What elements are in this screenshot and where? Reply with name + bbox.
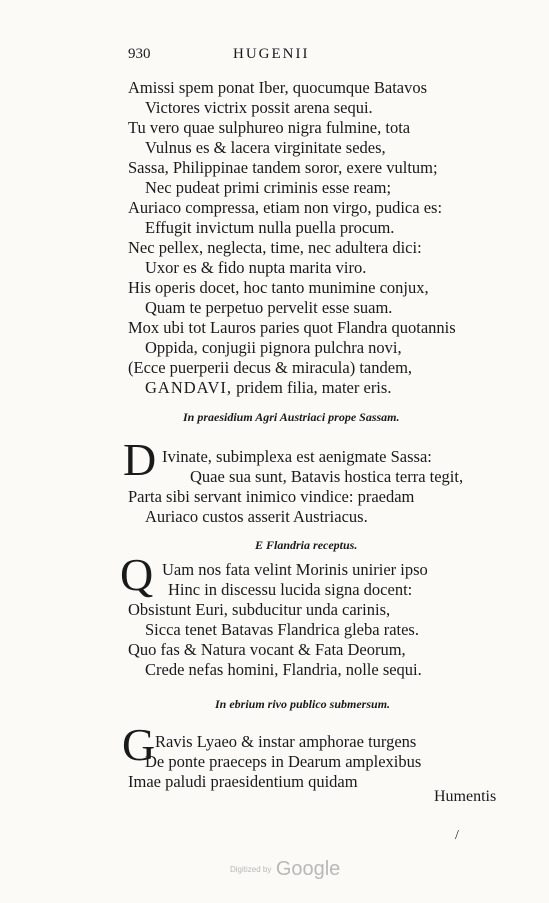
poem4-line-3: Imae paludi praesidentium quidam (128, 772, 358, 791)
poem1-line-6: Nec pudeat primi criminis esse ream; (145, 178, 392, 197)
poem1-line-3: Tu vero quae sulphureo nigra fulmine, tota (128, 118, 411, 137)
watermark-small-text: Digitized by (230, 865, 272, 874)
poem1-line-15: (Ecce puerperii decus & miracula) tandem, (128, 358, 413, 377)
poem2-line-4: Auriaco custos asserit Austriacus. (145, 507, 368, 526)
poem4-line-1: Ravis Lyaeo & instar amphorae turgens (155, 732, 417, 751)
poem3-line-4: Sicca tenet Batavas Flandrica gleba rates. (145, 620, 419, 639)
poem1-line-5: Sassa, Philippinae tandem soror, exere vultum; (128, 158, 438, 177)
page-number: 930 (128, 46, 151, 62)
poem1-line-7: Auriaco compressa, etiam non virgo, pudica es: (128, 198, 443, 217)
poem3-dropcap: Q (120, 549, 154, 600)
poem3-line-1: Uam nos fata velint Morinis unirier ipso (162, 560, 428, 579)
poem3-title: E Flandria receptus. (255, 538, 358, 552)
poem1-line-4: Vulnus es & lacera virginitate sedes, (145, 138, 386, 157)
poem3-line-5: Quo fas & Natura vocant & Fata Deorum, (128, 640, 406, 659)
poem3-line-6: Crede nefas homini, Flandria, nolle sequi. (145, 660, 422, 679)
running-head: HUGENII (233, 46, 310, 62)
poem2-title: In praesidium Agri Austriaci prope Sassam. (183, 410, 400, 424)
poem2-dropcap: D (123, 434, 157, 485)
poem2-line-1: Ivinate, subimplexa est aenigmate Sassa: (162, 447, 432, 466)
poem2-line-3: Parta sibi servant inimico vindice: praedam (128, 487, 415, 506)
catchword: Humentis (434, 788, 497, 805)
poem1-line-11: His operis docet, hoc tanto munimine conjux, (128, 278, 429, 297)
signature-mark: / (455, 828, 459, 843)
poem1-line-9: Nec pellex, neglecta, time, nec adultera dici: (128, 238, 422, 257)
watermark-logo-text: Google (275, 858, 341, 880)
poem1-line-1: Amissi spem ponat Iber, quocumque Batavos (128, 78, 428, 97)
digitized-watermark (230, 858, 340, 881)
poem3-line-3: Obsistunt Euri, subducitur unda carinis, (128, 600, 391, 619)
poem3-line-2: Hinc in discessu lucida signa docent: (168, 580, 413, 599)
poem1-line-14: Oppida, conjugii pignora pulchra novi, (145, 338, 402, 357)
poem1-line-13: Mox ubi tot Lauros paries quot Flandra quotannis (128, 318, 456, 337)
poem1-line-2: Victores victrix possit arena sequi. (145, 98, 373, 117)
poem1-line-10: Uxor es & fido nupta marita viro. (145, 258, 367, 277)
poem1-line-8: Effugit invictum nulla puella procum. (145, 218, 395, 237)
poem2-line-2: Quae sua sunt, Batavis hostica terra tegit, (190, 467, 464, 486)
poem1-line-16-rest: pridem filia, mater eris. (236, 378, 392, 397)
poem4-line-2: De ponte praeceps in Dearum amplexibus (145, 752, 422, 771)
poem1-line-12: Quam te perpetuo pervelit esse suam. (145, 298, 393, 317)
poem1-line-16 (145, 378, 391, 398)
proper-name: GANDAVI, (145, 378, 232, 397)
poem4-title: In ebrium rivo publico submersum. (215, 697, 391, 711)
poem4-dropcap: G (122, 719, 156, 770)
